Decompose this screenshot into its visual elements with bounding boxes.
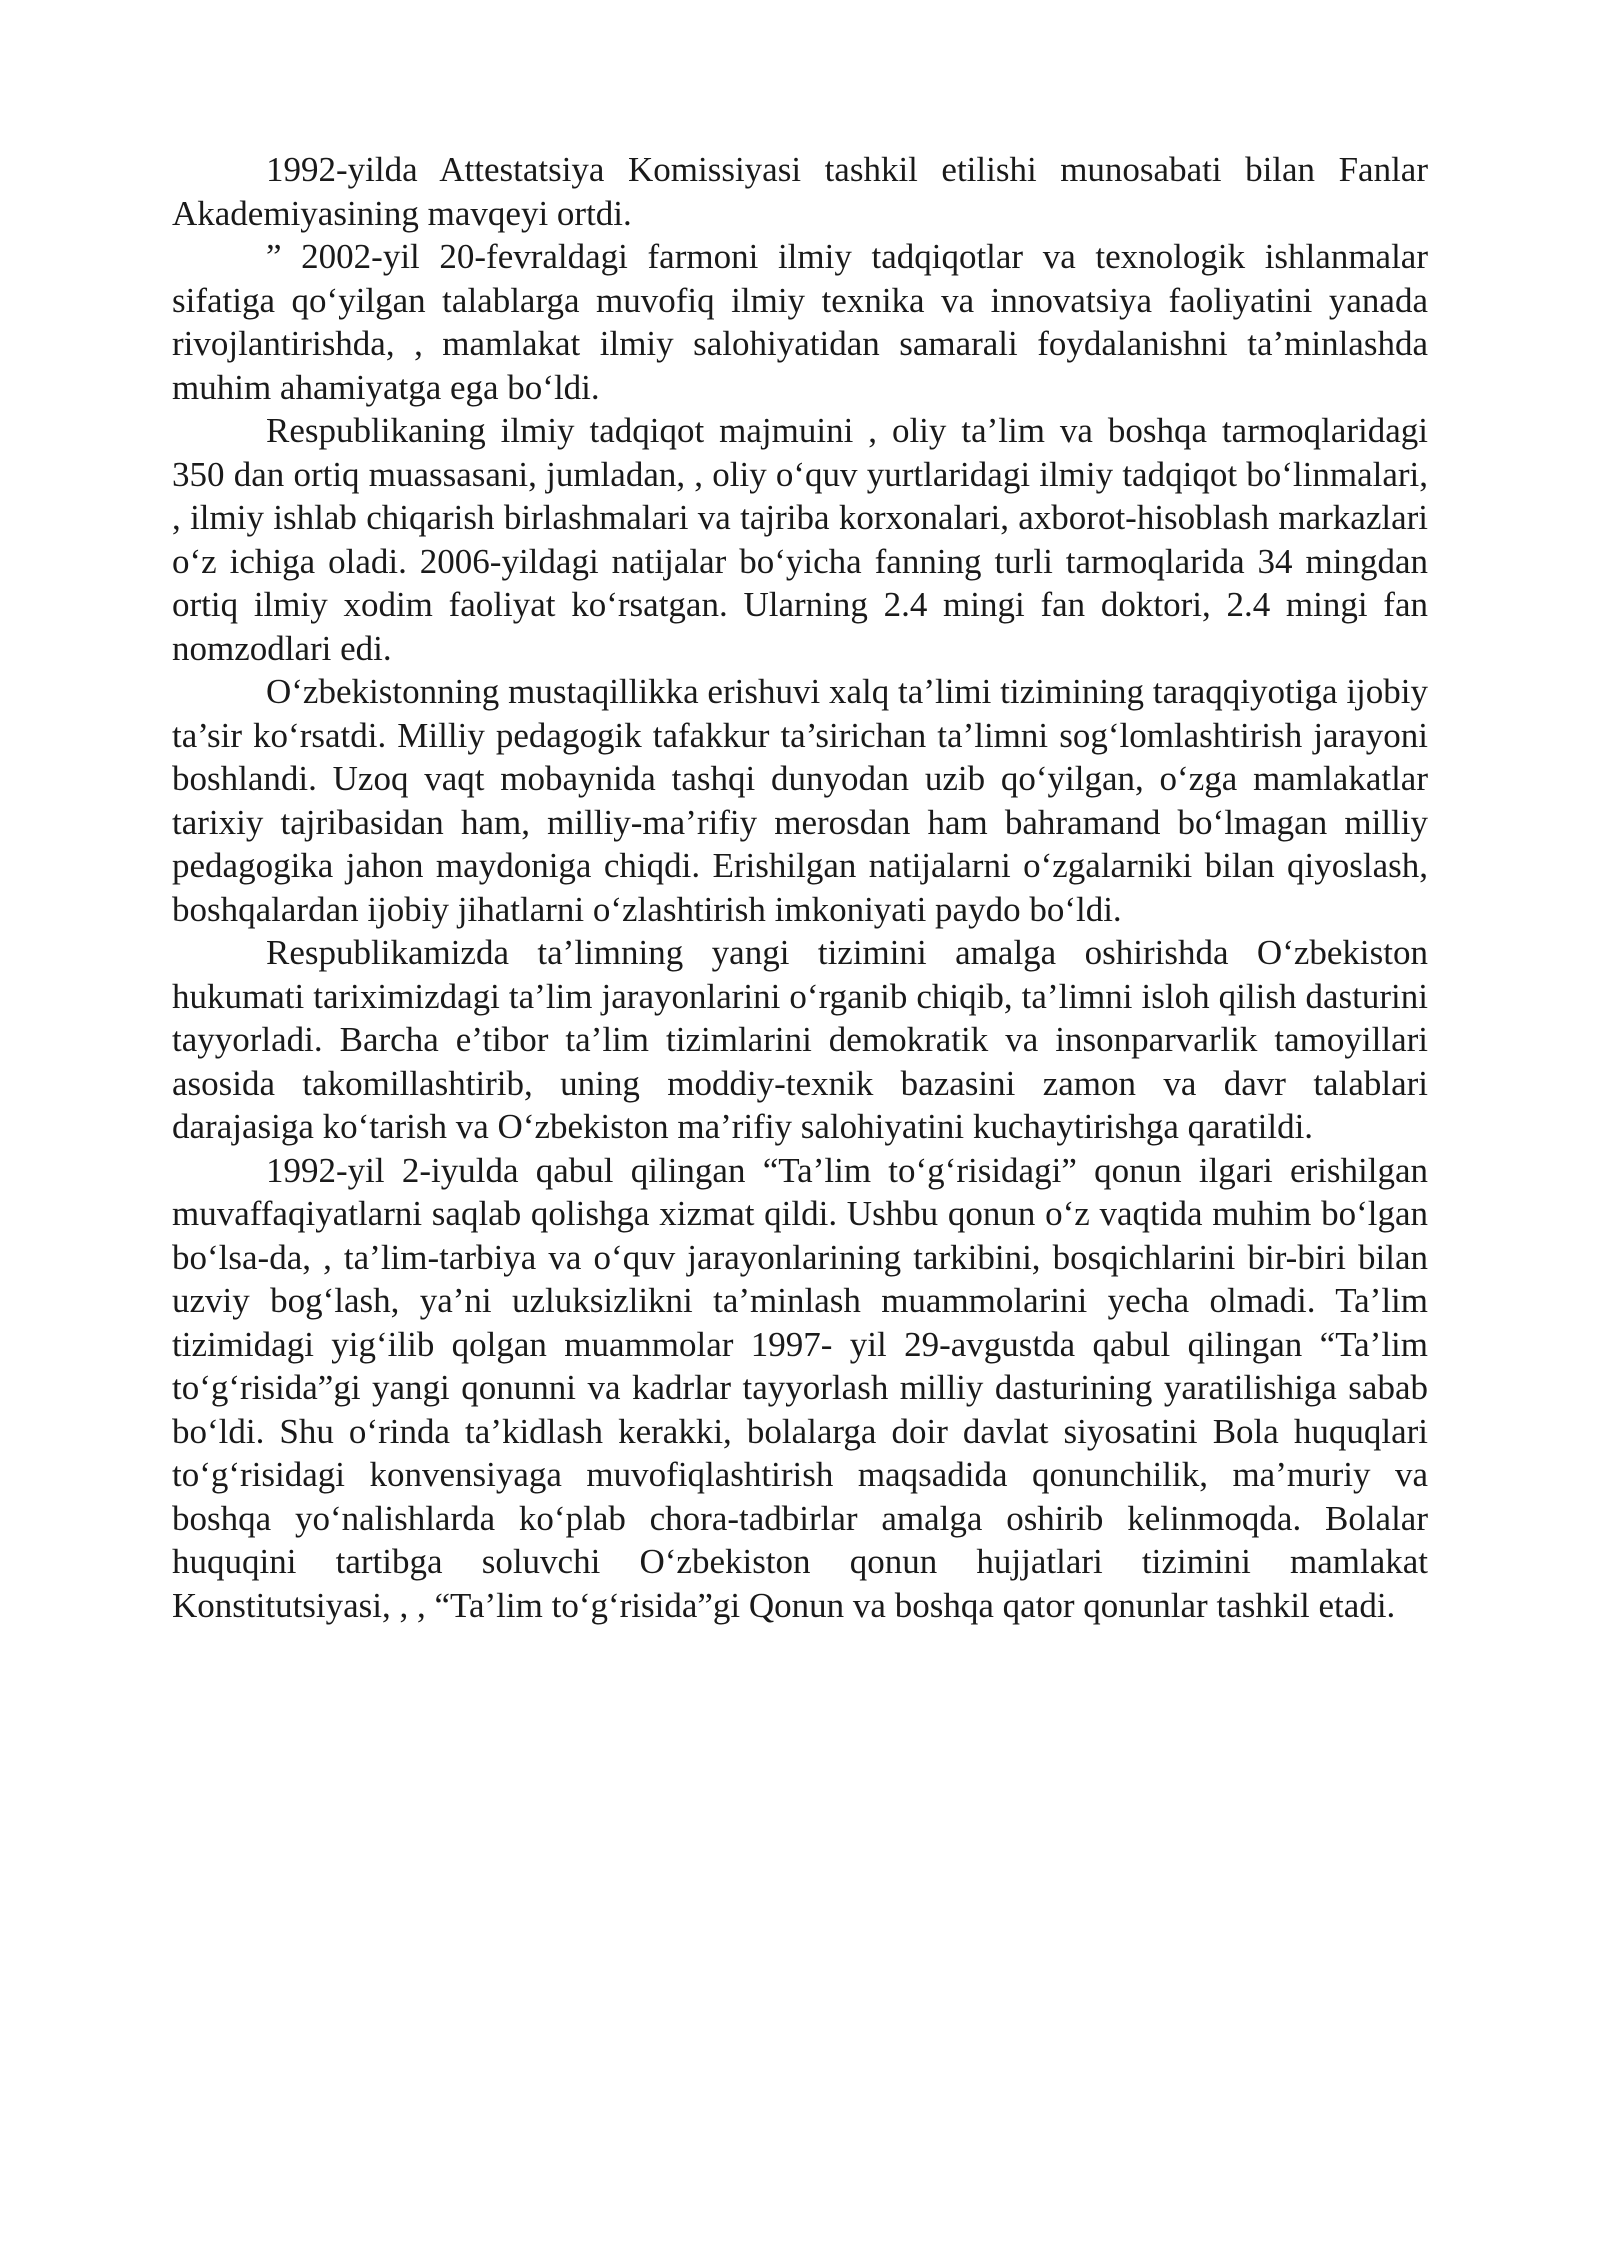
paragraph-research-complex: Respublikaning ilmiy tadqiqot majmuini , oliy ta’lim va boshqa tarmoqlaridagi 350 dan ortiq muassasani, jumladan, , oliy o‘quv yurtlaridagi ilmiy tadqiqot bo‘linmalari, , ilmiy ishlab chiqarish birlashmalari va tajriba korxonalari, axborot-hisoblash markazlari o‘z ichiga oladi. 2006-yildagi natijalar bo‘yicha fanning turli tarmoqlarida 34 mingdan ortiq ilmiy xodim faoliyat ko‘rsatgan. Ularning 2.4 mingi fan doktori, 2.4 mingi fan nomzodlari edi. — [172, 411, 1428, 668]
paragraph-attestation: 1992-yilda Attestatsiya Komissiyasi tashkil etilishi munosabati bilan Fanlar Akademiyasining mavqeyi ortdi. — [172, 150, 1428, 233]
paragraph-education-law: 1992-yil 2-iyulda qabul qilingan “Ta’lim to‘g‘risidagi” qonun ilgari erishilgan muvaffaqiyatlarni saqlab qolishga xizmat qildi. Ushbu qonun o‘z vaqtida muhim bo‘lgan bo‘lsa-da, , ta’lim-tarbiya va o‘quv jarayonlarining tarkibini, bosqichlarini bir-biri bilan uzviy bog‘lash, ya’ni uzluksizlikni ta’minlash muammolarini yecha olmadi. Ta’lim tizimidagi yig‘ilib qolgan muammolar 1997- yil 29-avgustda qabul qilingan “Ta’lim to‘g‘risida”gi yangi qonunni va kadrlar tayyorlash milliy dasturining yaratilishiga sabab bo‘ldi. Shu o‘rinda ta’kidlash kerakki, bolalarga doir davlat siyosatini Bola huquqlari to‘g‘risidagi konvensiyaga muvofiqlashtirish maqsadida qonunchilik, ma’muriy va boshqa yo‘nalishlarda ko‘plab chora-tadbirlar amalga oshirib kelinmoqda. Bolalar huquqini tartibga soluvchi O‘zbekiston qonun hujjatlari tizimini mamlakat Konstitutsiyasi, , , “Ta’lim to‘g‘risida”gi Qonun va boshqa qator qonunlar tashkil etadi. — [172, 1150, 1428, 1625]
paragraph-new-system: Respublikamizda ta’limning yangi tizimini amalga oshirishda O‘zbekiston hukumati tariximizdagi ta’lim jarayonlarini o‘rganib chiqib, ta’limni isloh qilish dasturini tayyorladi. Barcha e’tibor ta’lim tizimlarini demokratik va insonparvarlik tamoyillari asosida takomillashtirib, uning moddiy-texnik bazasini zamon va davr talablari darajasiga ko‘tarish va O‘zbekiston ma’rifiy salohiyatini kuchaytirishga qaratildi. — [172, 933, 1428, 1146]
paragraph-independence: O‘zbekistonning mustaqillikka erishuvi xalq ta’limi tizimining taraqqiyotiga ijobiy ta’sir ko‘rsatdi. Milliy pedagogik tafakkur ta’sirichan ta’limni sog‘lomlashtirish jarayoni boshlandi. Uzoq vaqt mobaynida tashqi dunyodan uzib qo‘yilgan, o‘zga mamlakatlar tarixiy tajribasidan ham, milliy-ma’rifiy merosdan ham bahramand bo‘lmagan milliy pedagogika jahon maydoniga chiqdi. Erishilgan natijalarni o‘zgalarniki bilan qiyoslash, boshqalardan ijobiy jihatlarni o‘zlashtirish imkoniyati paydo bo‘ldi. — [172, 672, 1428, 929]
paragraph-decree-2002: ” 2002-yil 20-fevraldagi farmoni ilmiy tadqiqotlar va texnologik ishlanmalar sifatiga qo‘yilgan talablarga muvofiq ilmiy texnika va innovatsiya faoliyatini yanada rivojlantirishda, , mamlakat ilmiy salohiyatidan samarali foydalanishni ta’minlashda muhim ahamiyatga ega bo‘ldi. — [172, 237, 1428, 407]
document-page — [172, 148, 1428, 1627]
